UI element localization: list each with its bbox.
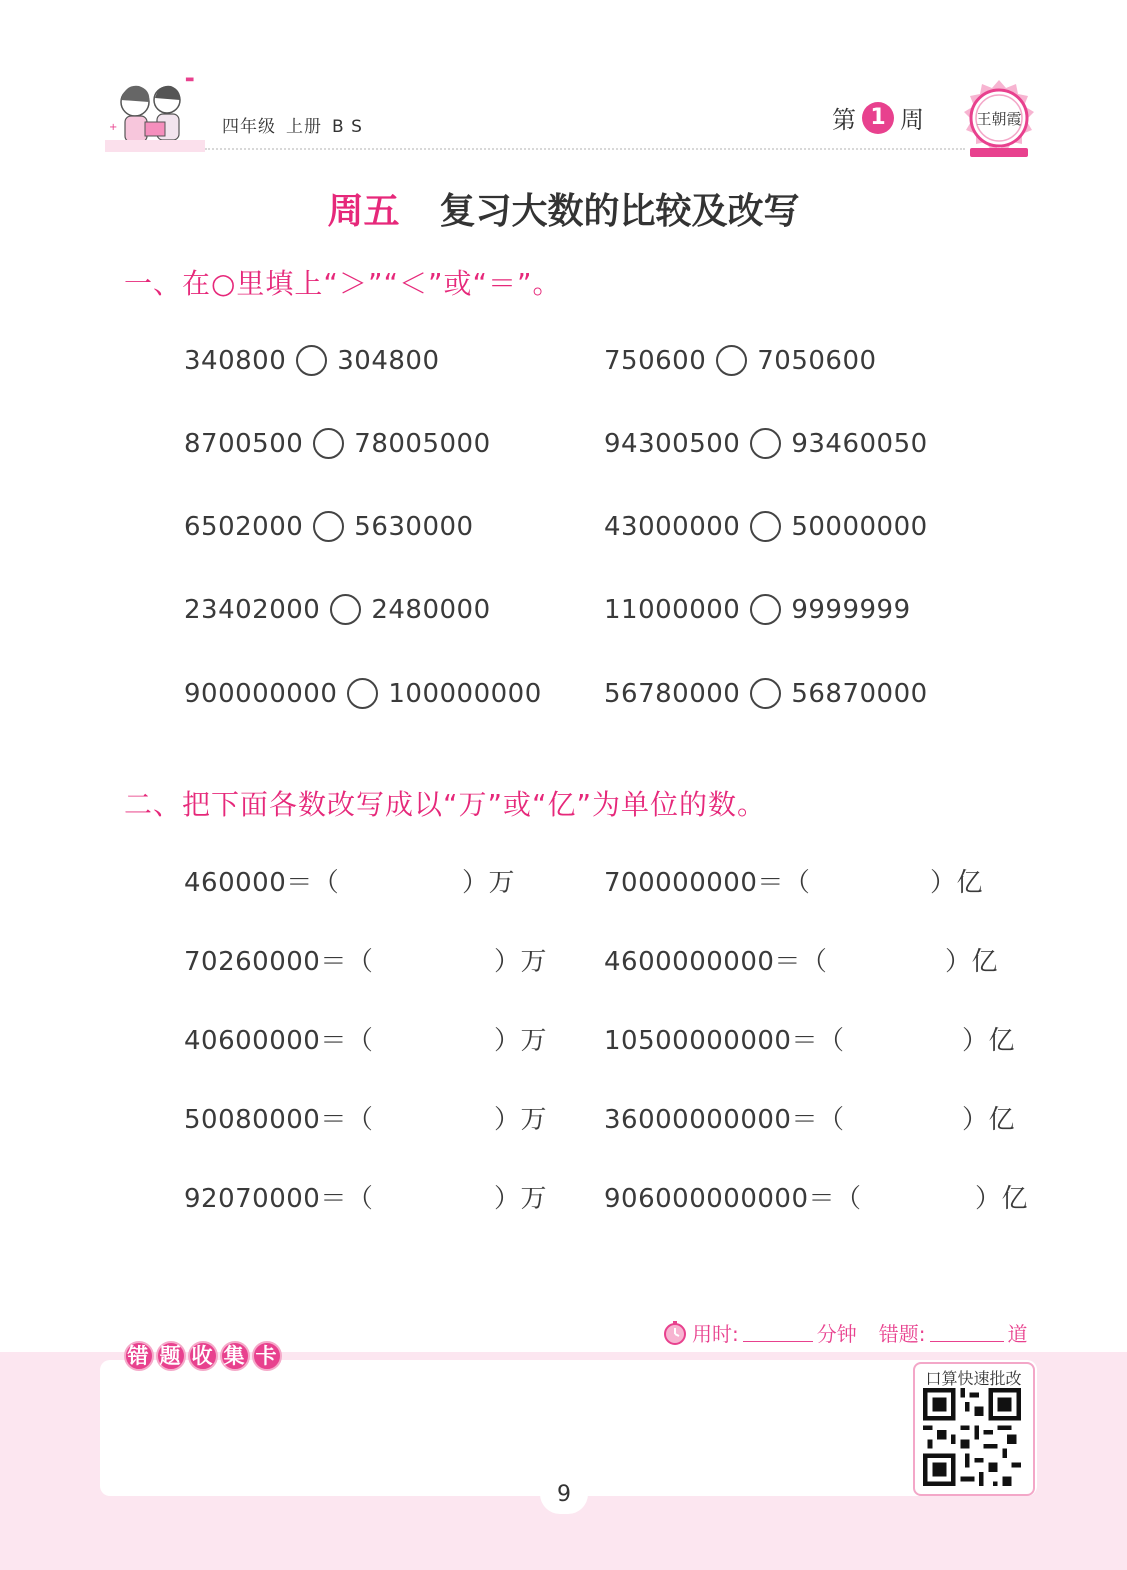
card-label-char: 收 bbox=[188, 1341, 218, 1371]
week-suffix: 周 bbox=[900, 106, 924, 134]
compare-item bbox=[604, 678, 928, 709]
compare-item bbox=[184, 345, 440, 376]
compare-right: 100000000 bbox=[388, 678, 542, 709]
convert-expression: 36000000000＝（ bbox=[604, 1105, 845, 1135]
compare-item bbox=[184, 511, 474, 542]
answer-circle[interactable] bbox=[750, 678, 781, 709]
section2-heading: 二、把下面各数改写成以“万”或“亿”为单位的数。 bbox=[124, 788, 767, 821]
card-label-char: 题 bbox=[156, 1341, 186, 1371]
compare-left: 43000000 bbox=[604, 511, 741, 542]
errors-label: 错题: bbox=[878, 1322, 926, 1346]
compare-right: 56870000 bbox=[791, 678, 928, 709]
convert-unit: ）亿 bbox=[962, 1105, 1016, 1135]
convert-expression: 460000＝（ bbox=[184, 868, 340, 898]
page-title bbox=[0, 183, 1127, 234]
compare-left: 94300500 bbox=[604, 428, 741, 459]
convert-unit: ）亿 bbox=[962, 1026, 1016, 1056]
compare-item bbox=[184, 428, 491, 459]
compare-left: 11000000 bbox=[604, 594, 741, 625]
qr-label: 口算快速批改 bbox=[925, 1369, 1022, 1388]
time-blank[interactable] bbox=[743, 1323, 813, 1342]
compare-right: 50000000 bbox=[791, 511, 928, 542]
convert-unit: ）万 bbox=[494, 1105, 548, 1135]
svg-text:+: + bbox=[109, 122, 118, 133]
edition-text: B S bbox=[332, 117, 363, 137]
time-unit: 分钟 bbox=[816, 1322, 857, 1346]
week-indicator bbox=[832, 100, 924, 135]
title-topic: 复习大数的比较及改写 bbox=[439, 191, 800, 232]
convert-expression: 700000000＝（ bbox=[604, 868, 811, 898]
compare-item bbox=[604, 594, 911, 625]
week-number-badge: 1 bbox=[862, 102, 894, 134]
compare-right: 7050600 bbox=[757, 345, 877, 376]
stopwatch-icon bbox=[662, 1320, 688, 1346]
compare-left: 340800 bbox=[184, 345, 287, 376]
grade-text: 四年级 bbox=[222, 117, 276, 137]
convert-expression: 70260000＝（ bbox=[184, 947, 374, 977]
convert-expression: 40600000＝（ bbox=[184, 1026, 374, 1056]
title-day: 周五 bbox=[327, 191, 400, 232]
convert-unit: ）亿 bbox=[945, 947, 999, 977]
answer-circle[interactable] bbox=[347, 678, 378, 709]
errors-blank[interactable] bbox=[930, 1323, 1004, 1342]
convert-expression: 906000000000＝（ bbox=[604, 1184, 862, 1214]
week-prefix: 第 bbox=[832, 106, 856, 134]
compare-right: 5630000 bbox=[354, 511, 474, 542]
compare-left: 8700500 bbox=[184, 428, 304, 459]
card-label-char: 错 bbox=[124, 1341, 154, 1371]
compare-left: 23402000 bbox=[184, 594, 321, 625]
svg-text:▬: ▬ bbox=[185, 74, 195, 85]
compare-item bbox=[184, 594, 491, 625]
answer-circle[interactable] bbox=[296, 345, 327, 376]
convert-expression: 4600000000＝（ bbox=[604, 947, 828, 977]
compare-left: 6502000 bbox=[184, 511, 304, 542]
brand-seal-logo bbox=[960, 78, 1038, 160]
compare-left: 750600 bbox=[604, 345, 707, 376]
answer-circle[interactable] bbox=[330, 594, 361, 625]
convert-expression: 10500000000＝（ bbox=[604, 1026, 845, 1056]
convert-unit: ）万 bbox=[494, 1026, 548, 1056]
answer-circle[interactable] bbox=[750, 511, 781, 542]
mistake-card-label bbox=[124, 1341, 284, 1371]
compare-right: 9999999 bbox=[791, 594, 911, 625]
compare-right: 93460050 bbox=[791, 428, 928, 459]
time-errors-line bbox=[662, 1318, 1028, 1347]
svg-text:王朝霞: 王朝霞 bbox=[976, 110, 1022, 128]
time-label: 用时: bbox=[692, 1322, 739, 1346]
compare-left: 900000000 bbox=[184, 678, 338, 709]
convert-expression: 50080000＝（ bbox=[184, 1105, 374, 1135]
volume-text: 上册 bbox=[286, 117, 322, 137]
header-divider bbox=[205, 148, 965, 150]
page-number: 9 bbox=[557, 1482, 571, 1507]
qr-code-icon[interactable] bbox=[923, 1388, 1021, 1486]
kids-illustration bbox=[105, 70, 205, 155]
convert-unit: ）万 bbox=[462, 868, 516, 898]
compare-right: 304800 bbox=[337, 345, 440, 376]
answer-circle[interactable] bbox=[750, 428, 781, 459]
compare-item bbox=[184, 678, 542, 709]
compare-item bbox=[604, 345, 877, 376]
compare-right: 2480000 bbox=[371, 594, 491, 625]
answer-circle[interactable] bbox=[750, 594, 781, 625]
card-label-char: 集 bbox=[220, 1341, 250, 1371]
answer-circle[interactable] bbox=[716, 345, 747, 376]
convert-unit: ）亿 bbox=[975, 1184, 1029, 1214]
grade-label bbox=[222, 112, 373, 137]
convert-expression: 92070000＝（ bbox=[184, 1184, 374, 1214]
errors-unit: 道 bbox=[1007, 1322, 1028, 1346]
convert-unit: ）万 bbox=[494, 947, 548, 977]
compare-right: 78005000 bbox=[354, 428, 491, 459]
card-label-char: 卡 bbox=[252, 1341, 282, 1371]
convert-unit: ）亿 bbox=[930, 868, 984, 898]
convert-unit: ）万 bbox=[494, 1184, 548, 1214]
compare-left: 56780000 bbox=[604, 678, 741, 709]
compare-item bbox=[604, 428, 928, 459]
answer-circle[interactable] bbox=[313, 511, 344, 542]
compare-item bbox=[604, 511, 928, 542]
section1-heading: 一、在○里填上“＞”“＜”或“＝”。 bbox=[124, 267, 562, 300]
answer-circle[interactable] bbox=[313, 428, 344, 459]
